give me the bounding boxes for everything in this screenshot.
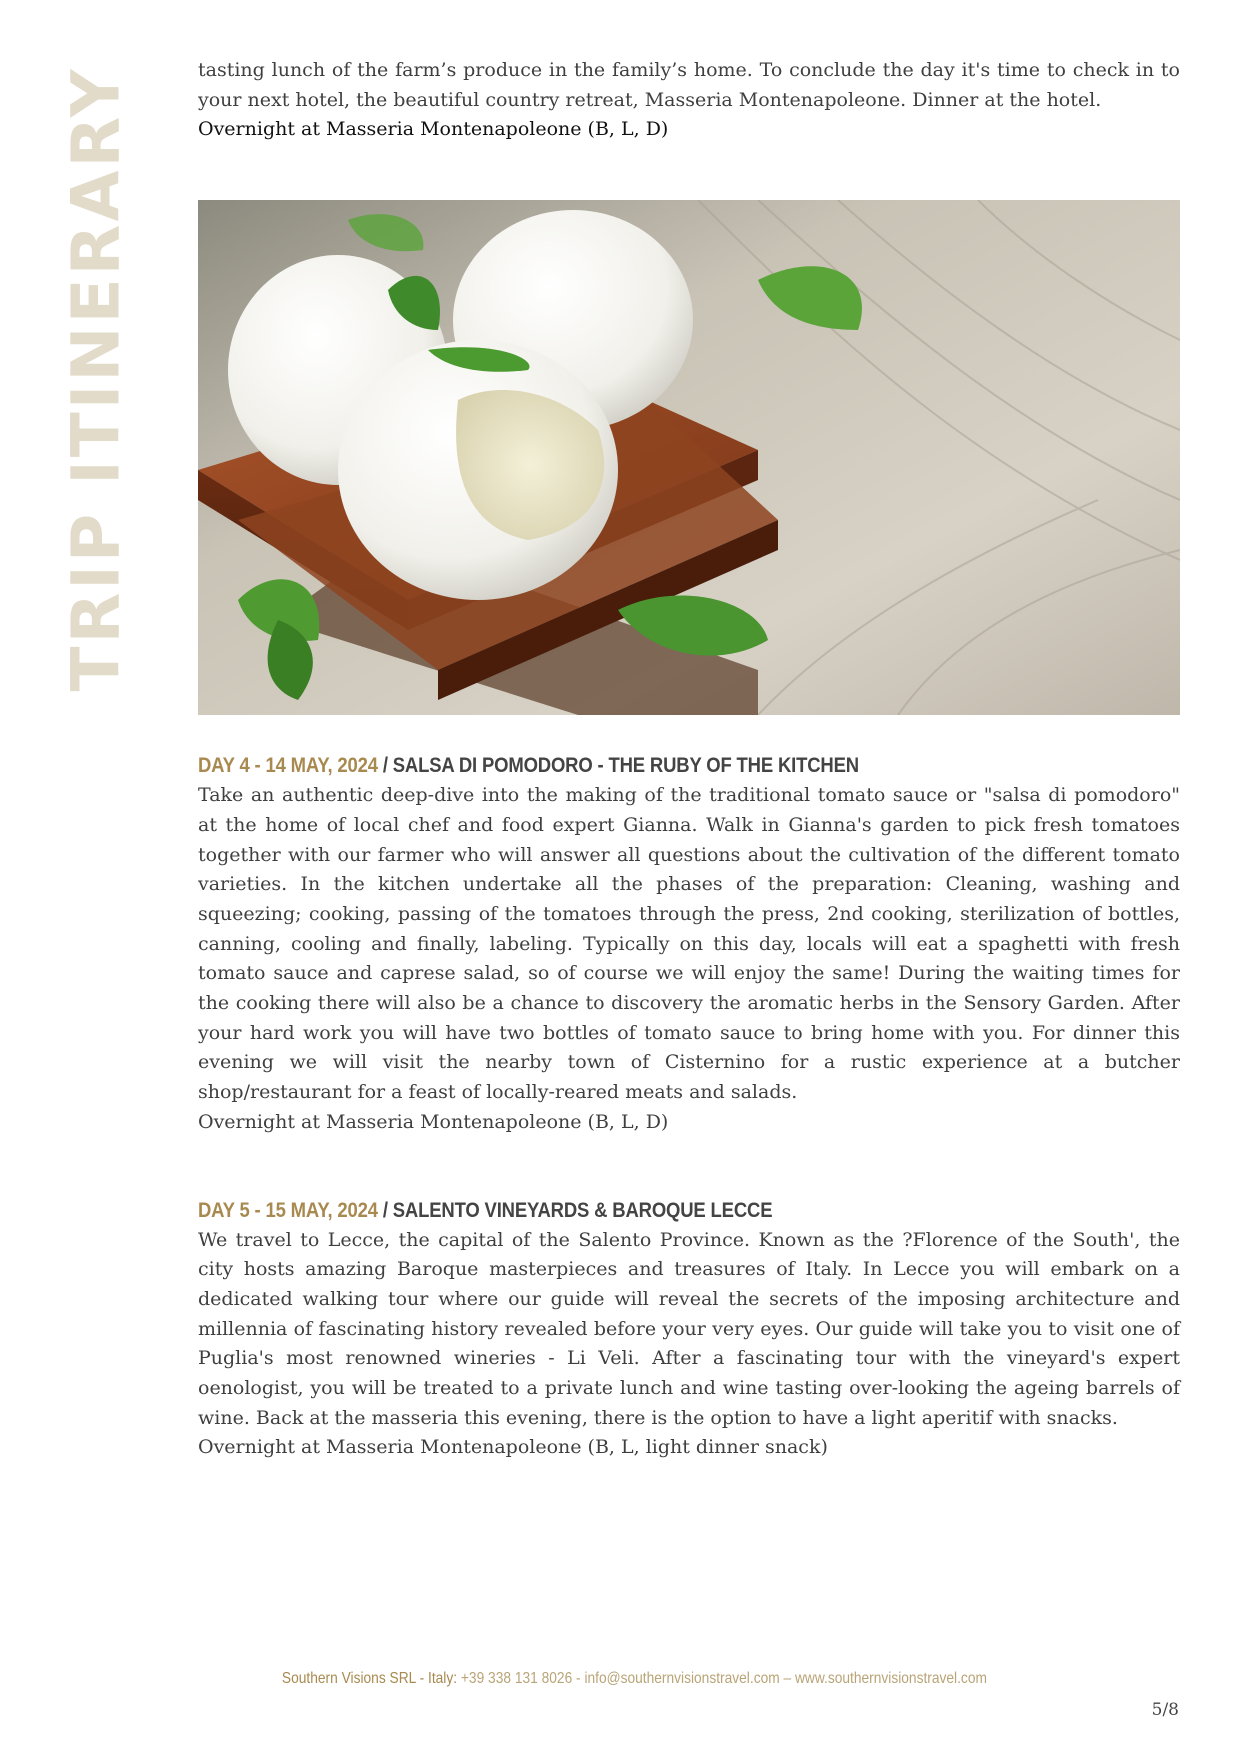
day-5-overnight: Overnight at Masseria Montenapoleone (B, L, light dinner snack): [198, 1436, 828, 1459]
day-5-heading: [198, 1194, 1043, 1226]
footer-contact: +39 338 131 8026 - info@southernvisionstravel.com – www.southernvisionstravel.com: [457, 1670, 987, 1687]
day-4-separator: /: [377, 753, 393, 778]
burrata-photo: [198, 200, 1180, 715]
day-5-separator: /: [377, 1197, 393, 1222]
page-number: 5/8: [1151, 1700, 1179, 1720]
intro-paragraph: tasting lunch of the farm’s produce in the family’s home. To conclude the day it's time to check in to your next hotel, the beautiful country retreat, Masseria Montenapoleone. Dinner at the hotel.: [198, 59, 1180, 111]
day-4-body: Take an authentic deep-dive into the making of the traditional tomato sauce or "salsa di pomodoro" at the home of local chef and food expert Gianna. Walk in Gianna's garden to pick fresh tomatoes together with our farmer who will answer all questions about the cultivation of the different tomato varieties. In the kitchen undertake all the phases of the preparation: Cleaning, washing and squeezing; cooking, passing of the tomatoes through the press, 2nd cooking, sterilization of bottles, canning, cooling and finally, labeling. Typically on this day, locals will eat a spaghetti with fresh tomato sauce and caprese salad, so of course we will enjoy the same! During the waiting times for the cooking there will also be a chance to discovery the aromatic herbs in the Sensory Garden. After your hard work you will have two bottles of tomato sauce to bring home with you. For dinner this evening we will visit the nearby town of Cisternino for a rustic experience at a butcher shop/restaurant for a feast of locally-reared meats and salads.: [198, 784, 1180, 1104]
day-5-date: DAY 5 - 15 MAY, 2024: [198, 1197, 378, 1222]
day-5-title: SALENTO VINEYARDS & BAROQUE LECCE: [392, 1197, 773, 1222]
day-4-heading: [198, 749, 1043, 781]
footer: [101, 1670, 1168, 1688]
sidebar-title-text: TRIP ITINERARY: [58, 66, 136, 692]
day-5-body: We travel to Lecce, the capital of the Salento Province. Known as the ?Florence of the South', the city hosts amazing Baroque masterpieces and treasures of Italy. In Lecce you will embark on a dedicated walking tour where our guide will reveal the secrets of the imposing architecture and millennia of fascinating history revealed before your very eyes. Our guide will take you to visit one of Puglia's most renowned wineries - Li Veli. After a fascinating tour with the vineyard's expert oenologist, you will be treated to a private lunch and wine tasting over-looking the ageing barrels of wine. Back at the masseria this evening, there is the option to have a light aperitif with snacks.: [198, 1228, 1180, 1429]
sidebar-title: [58, 66, 136, 692]
day-4-title: SALSA DI POMODORO - THE RUBY OF THE KITCHEN: [392, 753, 859, 778]
day-4-date: DAY 4 - 14 MAY, 2024: [198, 753, 378, 778]
page-content: [198, 56, 1180, 1463]
day-4-overnight: Overnight at Masseria Montenapoleone (B, L, D): [198, 1110, 669, 1133]
footer-company: Southern Visions SRL - Italy:: [281, 1670, 458, 1687]
intro-overnight: Overnight at Masseria Montenapoleone (B, L, D): [198, 118, 669, 141]
